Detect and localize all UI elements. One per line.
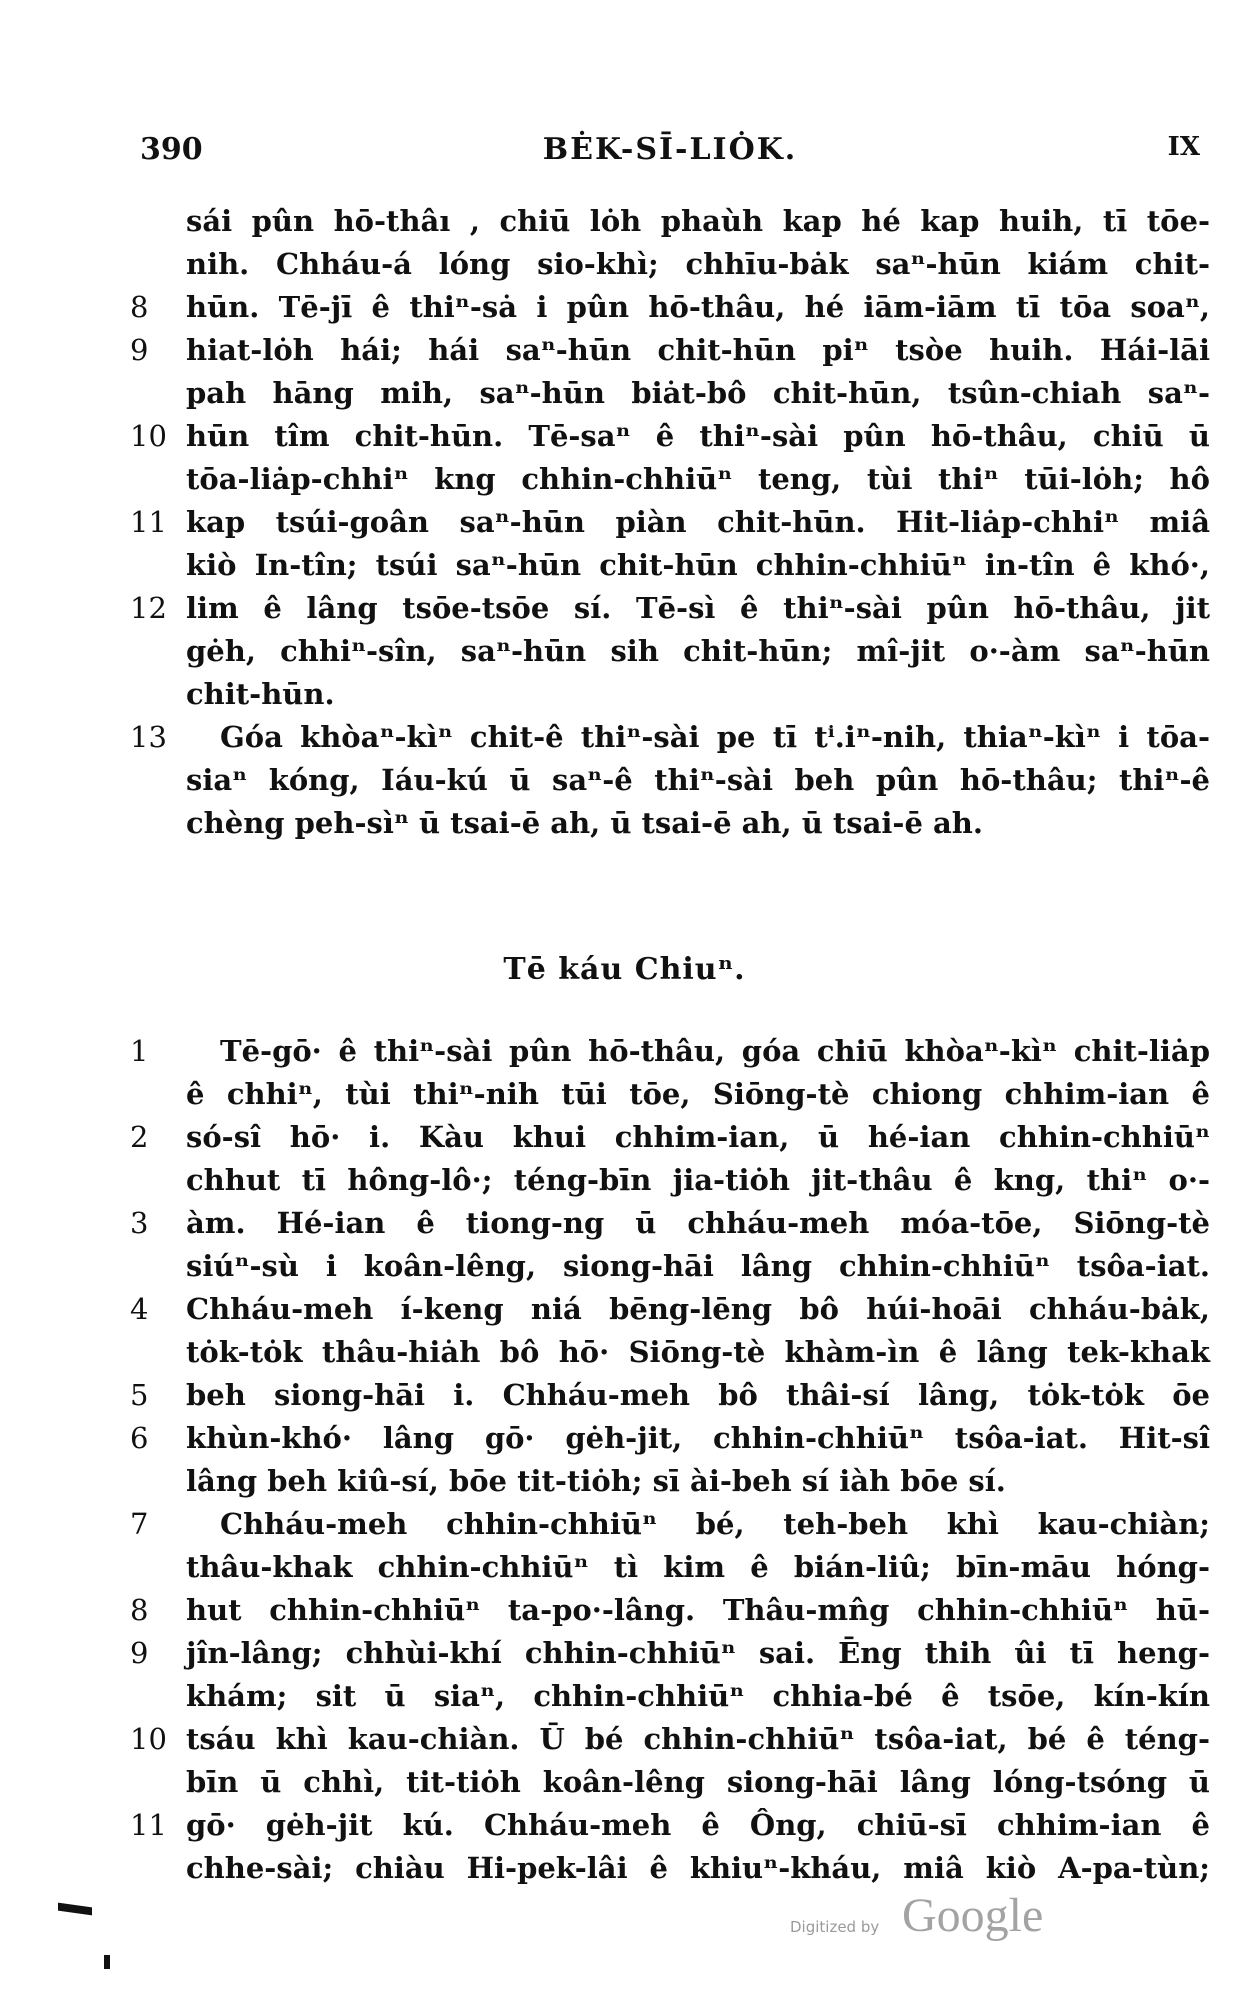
text-line [130, 1847, 1210, 1890]
line-text: nih. Chháu-á lóng sio-khì; chhīu-bȧk saⁿ-hūn kiám chit- [186, 247, 1210, 281]
verse-number: 9 [130, 1636, 149, 1670]
line-text: Góa khòaⁿ-kìⁿ chit-ê thiⁿ-sài pe tī tⁱ.iⁿ-nih, thiaⁿ-kìⁿ i tōa- [220, 720, 1210, 754]
text-line [130, 1331, 1210, 1374]
verse-number: 8 [130, 1593, 149, 1627]
verse-number: 13 [130, 720, 167, 754]
text-line [130, 501, 1210, 544]
text-line [130, 1116, 1210, 1159]
line-text: hūn. Tē-jī ê thiⁿ-sȧ i pûn hō-thâu, hé iām-iām tī tōa soaⁿ, [186, 290, 1210, 324]
line-text: Chháu-meh chhin-chhiūⁿ bé, teh-beh khì kau-chiàn; [220, 1507, 1210, 1541]
line-text: chit-hūn. [186, 677, 335, 711]
verse-number: 4 [130, 1292, 149, 1326]
bottom-text-block [130, 1030, 1210, 1890]
verse-number: 6 [130, 1421, 149, 1455]
digitized-by-text: Digitized by [790, 1918, 880, 1936]
line-text: hūn tîm chit-hūn. Tē-saⁿ ê thiⁿ-sài pûn hō-thâu, chiū ū [186, 419, 1210, 453]
text-line [130, 200, 1210, 243]
google-logo: Google [902, 1889, 1044, 1942]
text-line [130, 1761, 1210, 1804]
line-text: hut chhin-chhiūⁿ ta-po·-lâng. Thâu-mn̂g chhin-chhiūⁿ hū- [186, 1593, 1210, 1627]
line-text: thâu-khak chhin-chhiūⁿ tì kim ê bián-liû; bīn-māu hóng- [186, 1550, 1210, 1584]
line-text: beh siong-hāi i. Chháu-meh bô thâi-sí lâng, tȯk-tȯk ōe [186, 1378, 1210, 1412]
line-text: só-sî hō· i. Kàu khui chhim-ian, ū hé-ian chhin-chhiūⁿ [186, 1120, 1210, 1154]
verse-number: 1 [130, 1034, 149, 1068]
line-text: Tē-gō· ê thiⁿ-sài pûn hō-thâu, góa chiū khòaⁿ-kìⁿ chit-liȧp [220, 1034, 1210, 1068]
line-text: khám; sit ū siaⁿ, chhin-chhiūⁿ chhia-bé ê tsōe, kín-kín [186, 1679, 1210, 1713]
text-line [130, 1159, 1210, 1202]
text-line [130, 1030, 1210, 1073]
verse-number: 5 [130, 1378, 149, 1412]
page-number: 390 [140, 132, 203, 167]
margin-small-mark [104, 1955, 110, 1969]
text-line [130, 1503, 1210, 1546]
line-text: chhe-sài; chiàu Hi-pek-lâi ê khiuⁿ-kháu, miâ kiò A-pa-tùn; [186, 1851, 1210, 1885]
page-header [140, 132, 1200, 176]
verse-number: 3 [130, 1206, 149, 1240]
verse-number: 11 [130, 1808, 167, 1842]
line-text: tȯk-tȯk thâu-hiȧh bô hō· Siōng-tè khàm-ìn ê lâng tek-khak [186, 1335, 1210, 1369]
verse-number: 9 [130, 333, 149, 367]
verse-number: 2 [130, 1120, 149, 1154]
text-line [130, 1374, 1210, 1417]
line-text: pah hāng mih, saⁿ-hūn biȧt-bô chit-hūn, tsûn-chiah saⁿ- [186, 376, 1210, 410]
text-line [130, 544, 1210, 587]
line-text: tōa-liȧp-chhiⁿ kng chhin-chhiūⁿ teng, tùi thiⁿ tūi-lȯh; hô [186, 462, 1210, 496]
text-line [130, 372, 1210, 415]
margin-pointer-mark [58, 1903, 92, 1916]
text-line [130, 1546, 1210, 1589]
line-text: kiò In-tîn; tsúi saⁿ-hūn chit-hūn chhin-chhiūⁿ in-tîn ê khó·, [186, 548, 1210, 582]
text-line [130, 1417, 1210, 1460]
text-line [130, 759, 1210, 802]
text-line [130, 716, 1210, 759]
text-line [130, 1632, 1210, 1675]
text-line [130, 1589, 1210, 1632]
text-line [130, 587, 1210, 630]
chapter-number: IX [1167, 132, 1200, 162]
text-line [130, 243, 1210, 286]
text-line [130, 630, 1210, 673]
line-text: lim ê lâng tsōe-tsōe sí. Tē-sì ê thiⁿ-sài pûn hō-thâu, jit [186, 591, 1210, 625]
verse-number: 10 [130, 1722, 167, 1756]
digitized-watermark [790, 1888, 1050, 1948]
running-title: BĖK-SĪ-LIȮK. [542, 132, 798, 167]
text-line [130, 1245, 1210, 1288]
line-text: siaⁿ kóng, Iáu-kú ū saⁿ-ê thiⁿ-sài beh pûn hō-thâu; thiⁿ-ê [186, 763, 1210, 797]
text-line [130, 1718, 1210, 1761]
text-line [130, 1675, 1210, 1718]
line-text: gėh, chhiⁿ-sîn, saⁿ-hūn sih chit-hūn; mî-jit o·-àm saⁿ-hūn [186, 634, 1210, 668]
line-text: jîn-lâng; chhùi-khí chhin-chhiūⁿ sai. Ēng thih ûi tī heng- [186, 1636, 1210, 1670]
section-title: Tē káu Chiuⁿ. [503, 952, 746, 987]
text-line [130, 329, 1210, 372]
line-text: ê chhiⁿ, tùi thiⁿ-nih tūi tōe, Siōng-tè chiong chhim-ian ê [186, 1077, 1210, 1111]
line-text: khùn-khó· lâng gō· gėh-jit, chhin-chhiūⁿ tsôa-iat. Hit-sî [186, 1421, 1210, 1455]
line-text: hiat-lȯh hái; hái saⁿ-hūn chit-hūn piⁿ tsòe huih. Hái-lāi [186, 333, 1210, 367]
verse-number: 12 [130, 591, 167, 625]
text-line [130, 415, 1210, 458]
text-line [130, 1804, 1210, 1847]
line-text: gō· gėh-jit kú. Chháu-meh ê Ông, chiū-sī chhim-ian ê [186, 1808, 1210, 1842]
text-line [130, 802, 1210, 845]
text-line [130, 286, 1210, 329]
text-line [130, 1073, 1210, 1116]
text-line [130, 458, 1210, 501]
top-text-block [130, 200, 1210, 845]
line-text: chèng peh-sìⁿ ū tsai-ē ah, ū tsai-ē ah, ū tsai-ē ah. [186, 806, 983, 840]
line-text: siúⁿ-sù i koân-lêng, siong-hāi lâng chhin-chhiūⁿ tsôa-iat. [186, 1249, 1210, 1283]
text-line [130, 673, 1210, 716]
line-text: chhut tī hông-lô·; téng-bīn jia-tiȯh jit-thâu ê kng, thiⁿ o·- [186, 1163, 1210, 1197]
text-line [130, 1288, 1210, 1331]
line-text: Chháu-meh í-keng niá bēng-lēng bô húi-hoāi chháu-bȧk, [186, 1292, 1210, 1326]
line-text: bīn ū chhì, tit-tiȯh koân-lêng siong-hāi lâng lóng-tsóng ū [186, 1765, 1210, 1799]
verse-number: 11 [130, 505, 167, 539]
verse-number: 7 [130, 1507, 149, 1541]
verse-number: 10 [130, 419, 167, 453]
text-line [130, 1460, 1210, 1503]
text-line [130, 1202, 1210, 1245]
verse-number: 8 [130, 290, 149, 324]
line-text: tsáu khì kau-chiàn. Ū bé chhin-chhiūⁿ tsôa-iat, bé ê téng- [186, 1722, 1210, 1756]
line-text: kap tsúi-goân saⁿ-hūn piàn chit-hūn. Hit-liȧp-chhiⁿ miâ [186, 505, 1210, 539]
line-text: lâng beh kiû-sí, bōe tit-tiȯh; sī ài-beh sí iàh bōe sí. [186, 1464, 1006, 1498]
line-text: sái pûn hō-thâı , chiū lȯh phaùh kap hé kap huih, tī tōe- [186, 204, 1210, 238]
line-text: àm. Hé-ian ê tiong-ng ū chháu-meh móa-tōe, Siōng-tè [186, 1206, 1210, 1240]
